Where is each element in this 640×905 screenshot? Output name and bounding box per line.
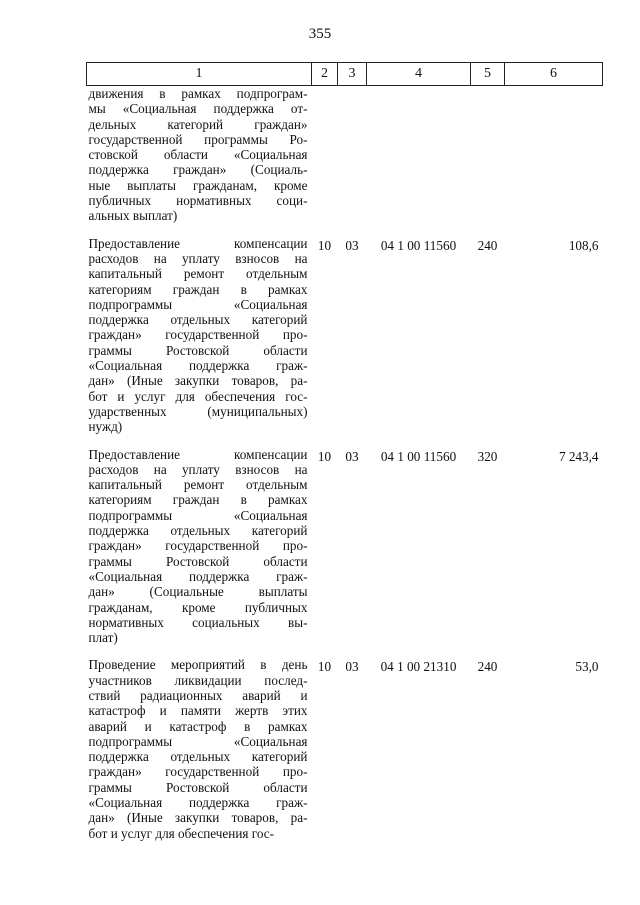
description-line: дан» (Иные закупки товаров, ра-: [88, 810, 308, 826]
subsection-code: 03: [345, 448, 359, 464]
description-line: подпрограммы «Социальная: [88, 733, 308, 749]
description-line: граммы Ростовской области: [88, 779, 308, 795]
description-line: расходов на уплату взносов на: [88, 461, 308, 477]
description-line: Предоставление компенсации: [88, 446, 308, 462]
description-line: бот и услуг для обеспечения гос-: [88, 388, 308, 404]
description-line: граммы Ростовской области: [88, 342, 308, 358]
description-line: Проведение мероприятий в день: [88, 657, 308, 673]
column-header: 5: [471, 63, 505, 86]
description-line: ствий радиационных аварий и: [88, 687, 308, 703]
row-description: [87, 86, 312, 236]
description-line: граждан» государственной про-: [88, 764, 308, 780]
row-description: [87, 657, 312, 853]
description-line: гражданам, кроме публичных: [88, 599, 308, 615]
table-row: [87, 657, 603, 853]
description-line: мы «Социальная поддержка от-: [88, 101, 308, 117]
description-line: граждан» государственной про-: [88, 538, 308, 554]
description-line: категориям граждан в рамках: [88, 492, 308, 508]
description-line: граждан» государственной про-: [88, 327, 308, 343]
column-header: 3: [338, 63, 367, 86]
description-line: нужд): [88, 419, 123, 435]
description-line: публичных нормативных соци-: [88, 193, 308, 209]
description-line: капитальный ремонт отдельным: [88, 477, 308, 493]
expense-type-code: [471, 86, 505, 236]
description-line: аварий и катастроф в рамках: [88, 718, 308, 734]
description-line: ные выплаты гражданам, кроме: [88, 177, 308, 193]
description-line: категориям граждан в рамках: [88, 281, 308, 297]
description-line: ударственных (муниципальных): [88, 403, 308, 419]
description-line: граммы Ростовской области: [88, 553, 308, 569]
column-header: 6: [505, 63, 603, 86]
table-row: [87, 236, 603, 447]
section-code: 10: [317, 448, 332, 464]
amount-value: 53,0: [575, 659, 599, 675]
column-header: 1: [87, 63, 312, 86]
section-code: [312, 86, 338, 236]
budget-table: [86, 62, 603, 853]
description-line: дан» (Социальные выплаты: [88, 584, 308, 600]
description-line: плат): [88, 630, 118, 646]
description-line: поддержка граждан» (Социаль-: [88, 162, 308, 178]
subsection-code: [338, 86, 367, 236]
amount-value: [505, 86, 603, 236]
description-line: стовской области «Социальная: [88, 147, 308, 163]
row-description: [87, 447, 312, 658]
description-line: участников ликвидации послед-: [88, 672, 308, 688]
amount-value: 7 243,4: [558, 448, 599, 464]
expense-type-code: 240: [477, 659, 498, 675]
description-line: «Социальная поддержка граж-: [88, 568, 308, 584]
description-line: Предоставление компенсации: [88, 235, 308, 251]
description-line: расходов на уплату взносов на: [88, 250, 308, 266]
target-article-code: 04 1 00 11560: [380, 237, 457, 253]
description-line: подпрограммы «Социальная: [88, 507, 308, 523]
description-line: дан» (Иные закупки товаров, ра-: [88, 373, 308, 389]
description-line: движения в рамках подпрограм-: [88, 86, 308, 101]
description-line: катастроф и памяти жертв этих: [88, 703, 308, 719]
table-row: [87, 86, 603, 236]
description-line: поддержка отдельных категорий: [88, 749, 308, 765]
description-line: государственной программы Ро-: [88, 131, 308, 147]
expense-type-code: 240: [477, 237, 498, 253]
target-article-code: 04 1 00 21310: [380, 659, 457, 675]
table-row: [87, 447, 603, 658]
subsection-code: 03: [345, 237, 359, 253]
target-article-code: 04 1 00 11560: [380, 448, 457, 464]
amount-value: 108,6: [568, 237, 599, 253]
expense-type-code: 320: [477, 448, 498, 464]
description-line: бот и услуг для обеспечения гос-: [88, 825, 274, 841]
description-line: поддержка отдельных категорий: [88, 523, 308, 539]
table-header-row: [87, 63, 603, 86]
section-code: 10: [317, 237, 332, 253]
subsection-code: 03: [345, 659, 359, 675]
row-description: [87, 236, 312, 447]
description-line: альных выплат): [88, 208, 178, 224]
description-line: «Социальная поддержка граж-: [88, 795, 308, 811]
description-line: подпрограммы «Социальная: [88, 296, 308, 312]
page-number: 355: [308, 26, 332, 42]
description-line: капитальный ремонт отдельным: [88, 266, 308, 282]
target-article-code: [367, 86, 471, 236]
column-header: 2: [312, 63, 338, 86]
column-header: 4: [367, 63, 471, 86]
description-line: «Социальная поддержка граж-: [88, 358, 308, 374]
description-line: поддержка отдельных категорий: [88, 312, 308, 328]
description-line: дельных категорий граждан»: [88, 116, 308, 132]
section-code: 10: [317, 659, 332, 675]
description-line: нормативных социальных вы-: [88, 614, 308, 630]
